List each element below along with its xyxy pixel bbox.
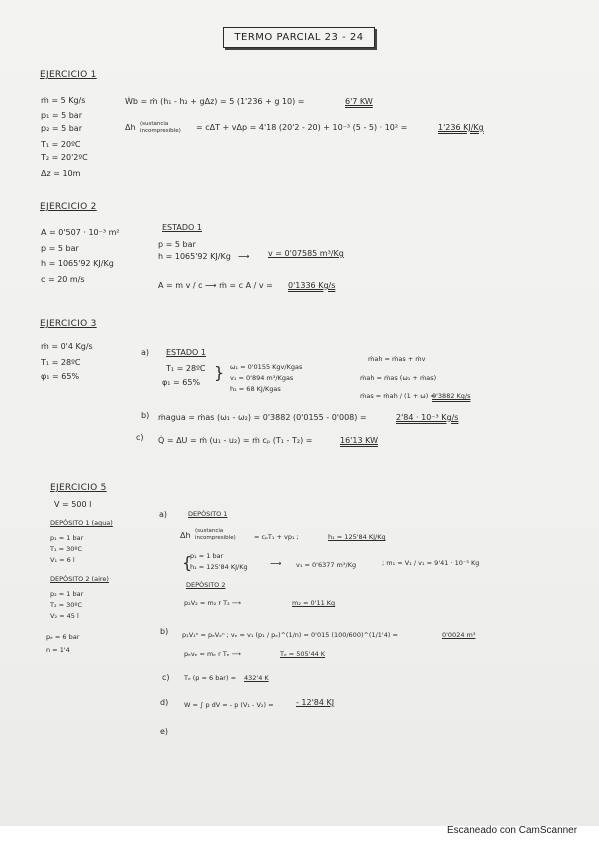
ej5-extra-value: pₑ = 6 bar <box>46 633 80 641</box>
ej5-a-gas-equation: p₂V₂ = m₂ r T₂ ⟶ <box>184 599 242 607</box>
ej5-a-enthalpy-equation: = cₚT₁ + vp₁ ; <box>254 533 299 541</box>
ej3-state-value: φ₁ = 65% <box>162 378 201 387</box>
ej1-given: ṁ = 5 Kg/s <box>41 96 86 105</box>
ej1-heading: EJERCICIO 1 <box>40 70 97 80</box>
ej5-a-state-value: p₁ = 1 bar <box>190 552 224 560</box>
ej5-d-work-result: - 12'84 KJ <box>296 698 335 707</box>
ej5-a-tank1-title: DEPÓSITO 1 <box>188 510 228 518</box>
ej5-a-arrow: ⟶ <box>270 559 282 568</box>
ej2-state-value: p = 5 bar <box>158 240 196 249</box>
ej5-tank2-value: T₂ = 30ºC <box>50 601 83 609</box>
ej3-state-value: T₁ = 28ºC <box>166 364 206 373</box>
ej1-enthalpy-result: 1'236 KJ/Kg <box>438 123 484 132</box>
ej3-state-result: v₁ = 0'894 m³/Kgas <box>230 374 294 382</box>
ej2-given: A = 0'507 · 10⁻³ m² <box>41 228 120 237</box>
ej5-b-polytropic-equation: p₁V₁ⁿ = pₑVₑⁿ ; vₑ = v₁ (p₁ / pₑ)^(1/n) = 0'015 (100/600)^(1/1'4) = <box>182 631 398 639</box>
ej1-enthalpy-note: (sustancia incompresible) <box>140 121 181 134</box>
ej3-part-b-label: b) <box>141 411 150 420</box>
ej1-enthalpy-equation: = cΔT + vΔp = 4'18 (20'2 - 20) + 10⁻³ (5 - 5) · 10² = <box>196 123 408 132</box>
ej1-given: Δz = 10m <box>41 169 81 178</box>
ej3-mass-balance: ṁah = ṁas + ṁv <box>368 355 426 363</box>
ej3-heading: EJERCICIO 3 <box>40 319 97 329</box>
ej5-part-e-label: e) <box>160 727 169 736</box>
ej3-given: ṁ = 0'4 Kg/s <box>41 342 93 351</box>
ej5-a-state-value: h₁ = 125'84 KJ/Kg <box>190 563 248 571</box>
ej5-tank2-title: DEPÓSITO 2 (aire) <box>50 575 109 583</box>
ej3-state-result: h₁ = 68 KJ/Kgas <box>230 385 281 393</box>
ej5-b-gas-equation: pₑvₑ = mₑ r Tₑ ⟶ <box>184 650 241 658</box>
ej5-a-specific-volume: v₁ = 0'6377 m³/Kg <box>296 561 357 569</box>
ej2-given: p = 5 bar <box>41 244 79 253</box>
ej3-dry-air-result: 0'3882 Kg/s <box>432 392 471 400</box>
ej1-given: T₂ = 20'2ºC <box>41 153 88 162</box>
ej5-a-tank2-title: DEPÓSITO 2 <box>186 581 226 589</box>
ej2-given: h = 1065'92 KJ/Kg <box>41 259 114 268</box>
ej3-water-equation: ṁagua = ṁas (ω₁ - ω₂) = 0'3882 (0'0155 - 0'008) = <box>158 413 367 422</box>
ej5-extra-value: n = 1'4 <box>46 646 70 654</box>
ej5-heading: EJERCICIO 5 <box>50 483 107 493</box>
ej5-tank1-value: T₁ = 30ºC <box>50 545 83 553</box>
ej2-arrow: ⟶ <box>238 252 250 261</box>
ej2-state-value: h = 1065'92 KJ/Kg <box>158 252 231 261</box>
ej1-given: p₁ = 5 bar <box>41 111 82 120</box>
ej3-state-title: ESTADO 1 <box>166 348 206 357</box>
ej1-given: p₂ = 5 bar <box>41 124 82 133</box>
ej1-work-equation: Ẇb = ṁ (h₁ - h₂ + gΔz) = 5 (1'236 + g 10) = <box>125 97 305 106</box>
ej2-heading: EJERCICIO 2 <box>40 202 97 212</box>
ej5-given: V = 500 l <box>54 500 92 509</box>
ej5-tank1-value: V₁ = 6 l <box>50 556 75 564</box>
ej5-b-temperature-result: Tₑ = 505'44 K <box>280 650 326 658</box>
ej2-mass-flow-result: 0'1336 Kg/s <box>288 281 336 290</box>
ej3-heat-equation: Q̇ = ΔU = ṁ (u₁ - u₂) = ṁ cₚ (T₁ - T₂) = <box>158 436 313 445</box>
ej3-given: T₁ = 28ºC <box>41 358 81 367</box>
scanner-watermark: Escaneado con CamScanner <box>447 825 578 836</box>
ej5-part-a-label: a) <box>159 510 168 519</box>
ej1-enthalpy-label: Δh <box>125 123 136 132</box>
ej3-part-c-label: c) <box>136 433 144 442</box>
ej5-tank1-title: DEPÓSITO 1 (agua) <box>50 519 113 527</box>
page-title: TERMO PARCIAL 23 - 24 <box>223 27 375 48</box>
ej3-heat-result: 16'13 KW <box>340 436 378 445</box>
ej5-tank2-value: p₂ = 1 bar <box>50 590 84 598</box>
ej5-part-c-label: c) <box>162 673 170 682</box>
ej5-part-b-label: b) <box>160 627 169 636</box>
ej5-a-enthalpy-note: (sustancia incompresible) <box>195 528 236 541</box>
ej3-mass-balance: ṁas = ṁah / (1 + ω) = <box>360 392 436 400</box>
ej3-water-result: 2'84 · 10⁻³ Kg/s <box>396 413 459 422</box>
ej3-state-result: ω₁ = 0'0155 Kgv/Kgas <box>230 363 303 371</box>
ej5-b-volume-result: 0'0024 m³ <box>442 631 476 639</box>
ej3-given: φ₁ = 65% <box>41 372 80 381</box>
ej3-brace: } <box>214 363 225 382</box>
ej5-a-brace: { <box>182 553 193 572</box>
ej5-a-enthalpy-label: Δh <box>180 531 191 540</box>
ej5-c-result: 432'4 K <box>244 674 269 682</box>
ej1-given: T₁ = 20ºC <box>41 140 81 149</box>
ej5-a-mass-result: m₂ = 0'11 Kg <box>292 599 336 607</box>
ej5-d-work-equation: W = ∫ p dV = - p (V₁ - V₂) = <box>184 701 274 709</box>
ej5-tank2-value: V₂ = 45 l <box>50 612 79 620</box>
ej5-a-mass-equation: ; m₁ = V₁ / v₁ = 9'41 · 10⁻³ Kg <box>382 559 480 567</box>
ej5-tank1-value: p₁ = 1 bar <box>50 534 84 542</box>
ej2-given: c = 20 m/s <box>41 275 85 284</box>
ej1-work-result: 6'7 KW <box>345 97 373 106</box>
ej5-a-enthalpy-result: h₁ = 125'84 KJ/Kg <box>328 533 386 541</box>
ej2-state-title: ESTADO 1 <box>162 223 202 232</box>
ej2-specific-volume: v = 0'07585 m³/Kg <box>268 249 344 258</box>
ej3-mass-balance: ṁah = ṁas (ω₁ + ṁas) <box>360 374 437 382</box>
ej5-c-equation: Tₑ (p = 6 bar) = <box>184 674 237 682</box>
ej3-part-a-label: a) <box>141 348 150 357</box>
ej5-part-d-label: d) <box>160 698 169 707</box>
ej2-area-equation: A = m v / c ⟶ ṁ = c A / v = <box>158 281 273 290</box>
